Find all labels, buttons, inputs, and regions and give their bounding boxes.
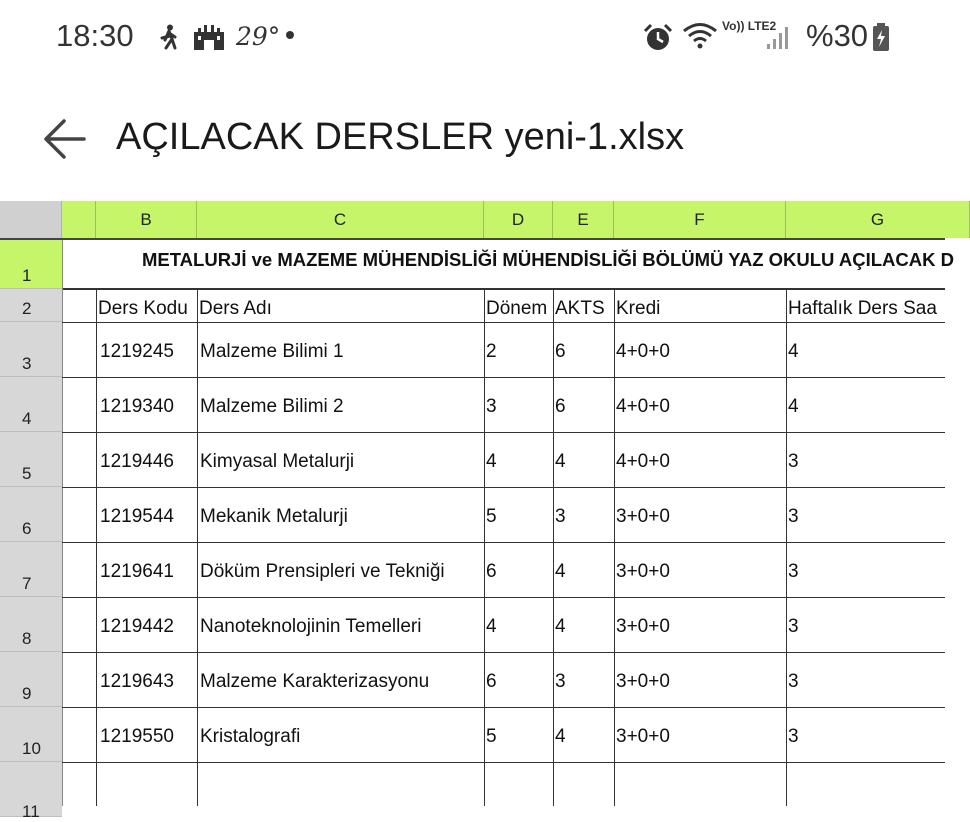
walking-icon bbox=[158, 24, 180, 55]
column-header-b[interactable]: B bbox=[96, 201, 197, 238]
cell-haftalik-ders-saati[interactable]: 4 bbox=[788, 341, 799, 362]
header-cell-donem[interactable]: Dönem bbox=[486, 298, 548, 319]
cell-kredi[interactable]: 4+0+0 bbox=[616, 341, 670, 362]
cell-ders-adi[interactable]: Malzeme Bilimi 2 bbox=[200, 396, 344, 417]
grid-line bbox=[62, 487, 945, 488]
signal-icon bbox=[766, 24, 792, 55]
cell-akts[interactable]: 3 bbox=[555, 671, 566, 692]
cell-haftalik-ders-saati[interactable]: 3 bbox=[788, 506, 799, 527]
grid-line bbox=[62, 597, 945, 598]
cell-ders-kodu[interactable]: 1219245 bbox=[100, 341, 174, 362]
grid-line bbox=[62, 762, 945, 763]
cell-donem[interactable]: 2 bbox=[486, 341, 497, 362]
column-header-a[interactable] bbox=[62, 201, 96, 238]
arrow-left-icon[interactable] bbox=[40, 114, 90, 164]
cell-ders-kodu[interactable]: 1219446 bbox=[100, 451, 174, 472]
cell-haftalik-ders-saati[interactable]: 3 bbox=[788, 616, 799, 637]
cell-kredi[interactable]: 3+0+0 bbox=[616, 561, 670, 582]
volte-icon: Vo)) LTE2 bbox=[722, 19, 777, 33]
cell-akts[interactable]: 4 bbox=[555, 726, 566, 747]
wifi-icon bbox=[682, 22, 718, 55]
cell-kredi[interactable]: 3+0+0 bbox=[616, 616, 670, 637]
cell-donem[interactable]: 4 bbox=[486, 451, 497, 472]
cell-haftalik-ders-saati[interactable]: 3 bbox=[788, 671, 799, 692]
grid-line bbox=[62, 377, 945, 378]
cell-ders-adi[interactable]: Malzeme Bilimi 1 bbox=[200, 341, 344, 362]
header-cell-ders-kodu[interactable]: Ders Kodu bbox=[98, 298, 188, 319]
app-bar bbox=[0, 100, 945, 180]
notification-dot-icon bbox=[286, 31, 294, 39]
row-header-6[interactable]: 6 bbox=[0, 487, 62, 542]
cell-kredi[interactable]: 4+0+0 bbox=[616, 396, 670, 417]
row-header-4[interactable]: 4 bbox=[0, 377, 62, 432]
cell-akts[interactable]: 4 bbox=[555, 561, 566, 582]
cell-kredi[interactable]: 3+0+0 bbox=[616, 726, 670, 747]
select-all-corner[interactable] bbox=[0, 201, 62, 238]
cell-ders-kodu[interactable]: 1219641 bbox=[100, 561, 174, 582]
header-cell-akts[interactable]: AKTS bbox=[555, 298, 605, 319]
cell-akts[interactable]: 4 bbox=[555, 616, 566, 637]
grid-line bbox=[62, 322, 945, 323]
row-header-9[interactable]: 9 bbox=[0, 652, 62, 707]
grid-line bbox=[62, 707, 945, 708]
cell-ders-adi[interactable]: Kristalografi bbox=[200, 726, 301, 747]
cell-ders-adi[interactable]: Döküm Prensipleri ve Tekniği bbox=[200, 561, 445, 582]
grid-line bbox=[62, 288, 945, 290]
status-time: 18:30 bbox=[56, 18, 134, 53]
row-header-11[interactable]: 11 bbox=[0, 762, 62, 817]
grid-line bbox=[62, 432, 945, 433]
header-divider bbox=[0, 238, 945, 240]
column-header-c[interactable]: C bbox=[197, 201, 484, 238]
row-header-5[interactable]: 5 bbox=[0, 432, 62, 487]
grid-line bbox=[62, 542, 945, 543]
cell-akts[interactable]: 6 bbox=[555, 341, 566, 362]
page-title: AÇILACAK DERSLER yeni-1.xlsx bbox=[116, 116, 685, 158]
cell-donem[interactable]: 4 bbox=[486, 616, 497, 637]
cell-akts[interactable]: 6 bbox=[555, 396, 566, 417]
grid-line bbox=[62, 652, 945, 653]
sheet-banner-title[interactable]: METALURJİ ve MAZEME MÜHENDİSLİĞİ MÜHENDİSLİĞİ BÖLÜMÜ YAZ OKULU AÇILACAK D bbox=[142, 249, 954, 270]
cell-donem[interactable]: 6 bbox=[486, 671, 497, 692]
battery-icon bbox=[872, 22, 890, 57]
cell-ders-adi[interactable]: Kimyasal Metalurji bbox=[200, 451, 355, 472]
header-cell-kredi[interactable]: Kredi bbox=[616, 298, 661, 319]
cell-kredi[interactable]: 3+0+0 bbox=[616, 506, 670, 527]
row-header-1[interactable]: 1 bbox=[0, 240, 62, 289]
header-cell-haftalik[interactable]: Haftalık Ders Saa bbox=[788, 298, 937, 319]
status-temperature: 29° bbox=[236, 22, 281, 51]
cell-haftalik-ders-saati[interactable]: 4 bbox=[788, 396, 799, 417]
row-header-8[interactable]: 8 bbox=[0, 597, 62, 652]
cell-haftalik-ders-saati[interactable]: 3 bbox=[788, 561, 799, 582]
cell-haftalik-ders-saati[interactable]: 3 bbox=[788, 726, 799, 747]
cell-ders-kodu[interactable]: 1219544 bbox=[100, 506, 174, 527]
cell-ders-kodu[interactable]: 1219550 bbox=[100, 726, 174, 747]
alarm-icon bbox=[643, 23, 673, 58]
row-header-2[interactable]: 2 bbox=[0, 289, 62, 322]
column-header-g[interactable]: G bbox=[786, 201, 970, 238]
cell-donem[interactable]: 3 bbox=[486, 396, 497, 417]
column-header-f[interactable]: F bbox=[614, 201, 786, 238]
cell-donem[interactable]: 5 bbox=[486, 506, 497, 527]
cell-akts[interactable]: 4 bbox=[555, 451, 566, 472]
cell-ders-adi[interactable]: Nanoteknolojinin Temelleri bbox=[200, 616, 422, 637]
cell-ders-kodu[interactable]: 1219340 bbox=[100, 396, 174, 417]
column-header-e[interactable]: E bbox=[553, 201, 614, 238]
grid-line bbox=[62, 240, 63, 806]
cell-ders-adi[interactable]: Malzeme Karakterizasyonu bbox=[200, 671, 430, 692]
spreadsheet[interactable] bbox=[0, 201, 954, 821]
status-bar bbox=[0, 0, 945, 72]
cell-donem[interactable]: 5 bbox=[486, 726, 497, 747]
battery-percent: %30 bbox=[806, 18, 869, 53]
cell-akts[interactable]: 3 bbox=[555, 506, 566, 527]
cell-ders-kodu[interactable]: 1219442 bbox=[100, 616, 174, 637]
cell-ders-adi[interactable]: Mekanik Metalurji bbox=[200, 506, 348, 527]
column-header-d[interactable]: D bbox=[484, 201, 553, 238]
header-cell-ders-adi[interactable]: Ders Adı bbox=[199, 298, 272, 319]
castle-icon bbox=[192, 22, 226, 57]
cell-kredi[interactable]: 3+0+0 bbox=[616, 671, 670, 692]
cell-donem[interactable]: 6 bbox=[486, 561, 497, 582]
row-header-10[interactable]: 10 bbox=[0, 707, 62, 762]
cell-haftalik-ders-saati[interactable]: 3 bbox=[788, 451, 799, 472]
cell-ders-kodu[interactable]: 1219643 bbox=[100, 671, 174, 692]
row-header-7[interactable]: 7 bbox=[0, 542, 62, 597]
row-header-3[interactable]: 3 bbox=[0, 322, 62, 377]
cell-kredi[interactable]: 4+0+0 bbox=[616, 451, 670, 472]
